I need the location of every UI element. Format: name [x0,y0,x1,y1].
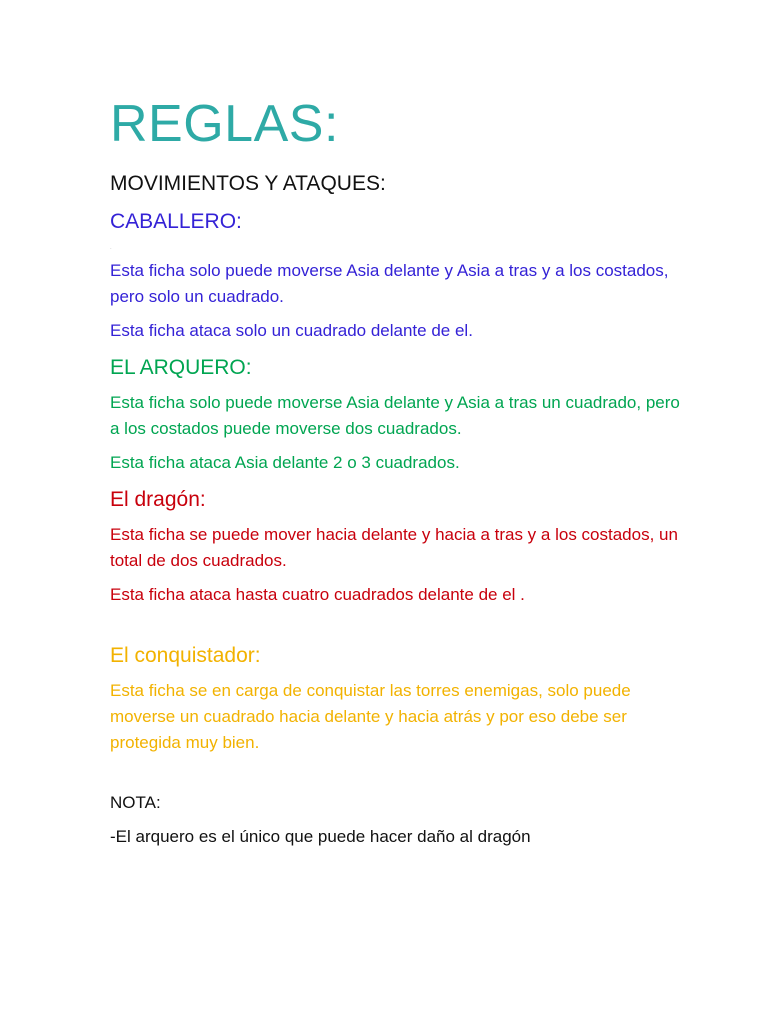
section-note [110,790,690,850]
section-dragon [110,486,690,608]
dragon-movement-text: Esta ficha se puede mover hacia delante y hacia a tras y a los costados, un total de dos cuadrados. [110,525,678,570]
caballero-heading: CABALLERO: [110,210,242,233]
arquero-movement-text: Esta ficha solo puede moverse Asia delante y Asia a tras un cuadrado, pero a los costados puede moverse dos cuadrados. [110,393,680,438]
caballero-attack-text: Esta ficha ataca solo un cuadrado delante de el. [110,321,473,340]
blank-line [110,764,690,790]
page-title: REGLAS: [110,95,339,153]
section-arquero [110,354,690,476]
arquero-heading: EL ARQUERO: [110,356,252,379]
section-caballero [110,208,690,344]
section-conquistador [110,642,690,756]
caballero-movement-text: Esta ficha solo puede moverse Asia delante y Asia a tras y a los costados, pero solo un cuadrado. [110,261,669,306]
document-content [110,92,690,858]
note-label: NOTA: [110,793,161,812]
note-text: -El arquero es el único que puede hacer daño al dragón [110,827,531,846]
caballero-stray-dot: . [110,245,112,251]
dragon-attack-text: Esta ficha ataca hasta cuatro cuadrados delante de el . [110,585,525,604]
arquero-attack-text: Esta ficha ataca Asia delante 2 o 3 cuadrados. [110,453,460,472]
conquistador-text: Esta ficha se en carga de conquistar las torres enemigas, solo puede moverse un cuadrado hacia delante y hacia atrás y por eso debe ser protegida muy bien. [110,681,631,752]
conquistador-heading: El conquistador: [110,644,261,667]
dragon-heading: El dragón: [110,488,206,511]
section-subtitle: MOVIMIENTOS Y ATAQUES: [110,172,386,195]
blank-line [110,616,690,642]
